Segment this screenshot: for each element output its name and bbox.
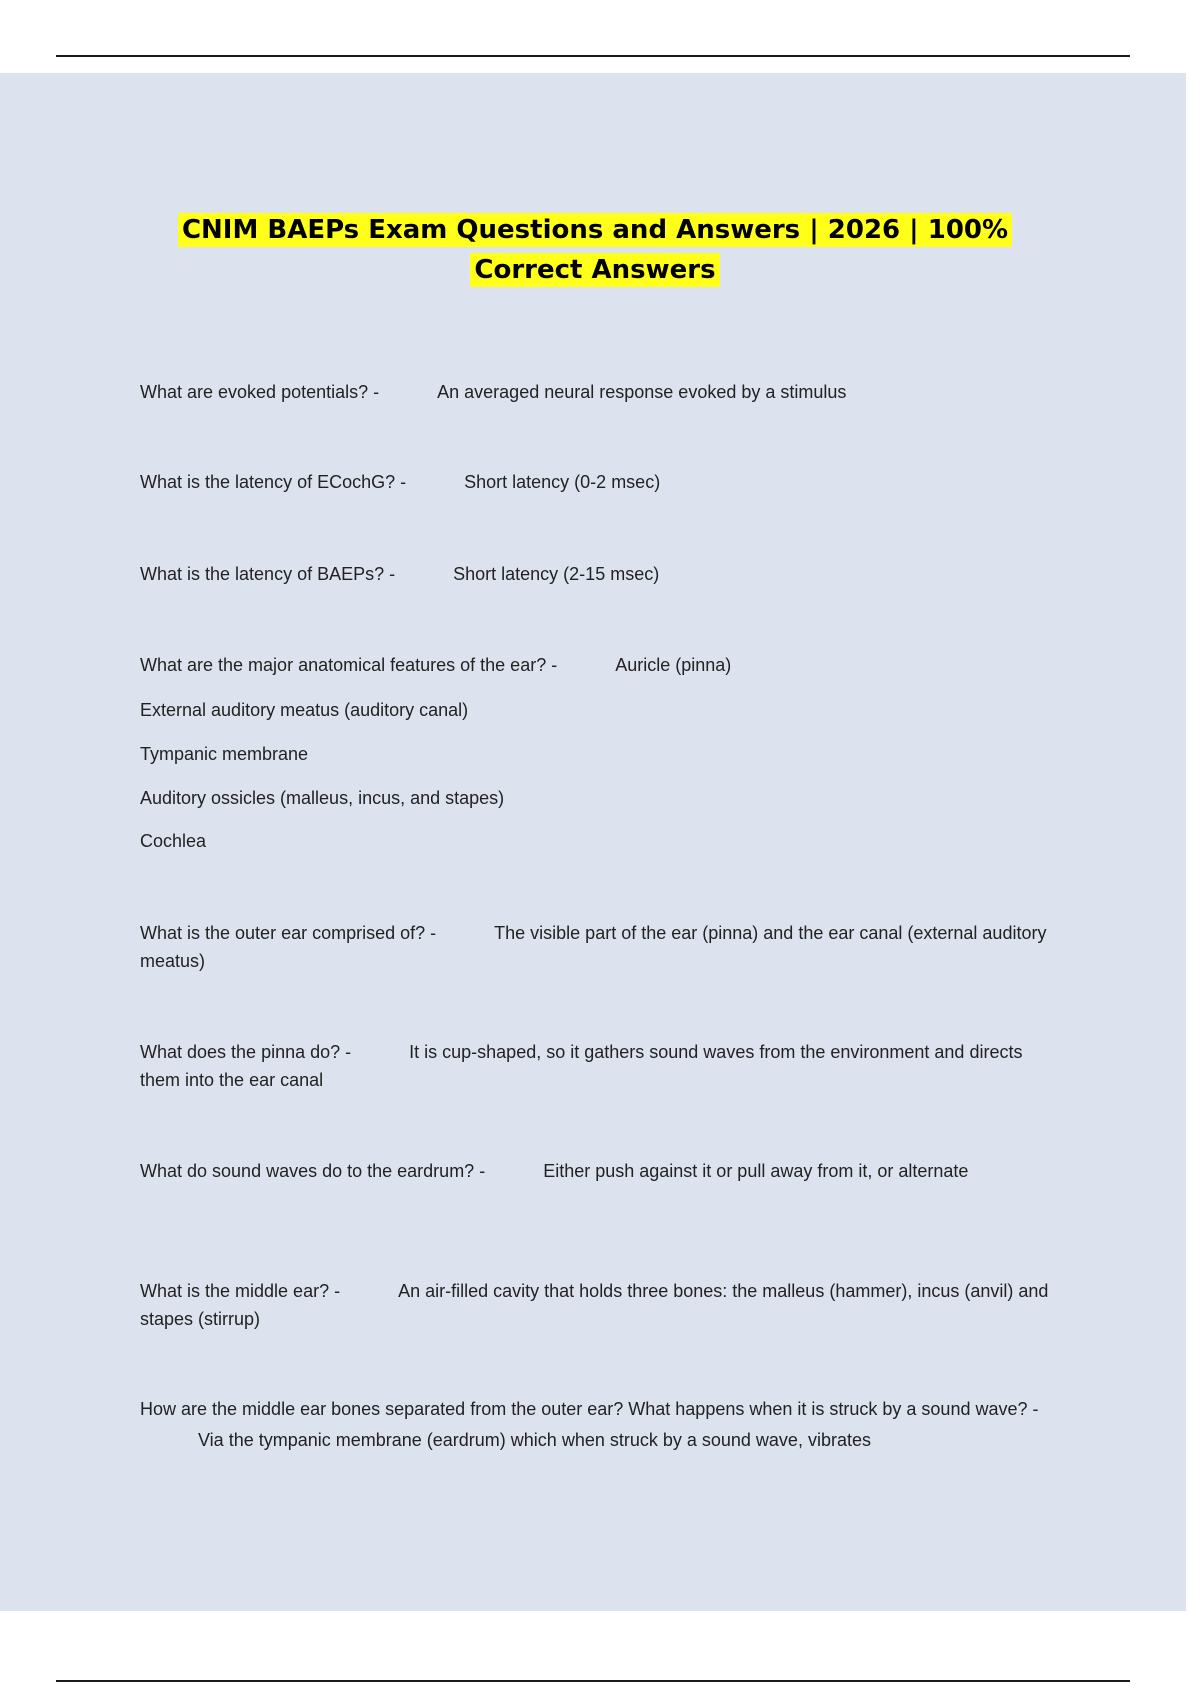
footer-rule — [56, 1680, 1130, 1682]
qa-item-3 — [140, 560, 1060, 588]
list-line: Cochlea — [140, 831, 207, 851]
question-text: What are the major anatomical features of the ear? - — [140, 655, 558, 675]
document-title-text: CNIM BAEPs Exam Questions and Answers | 2026 | 100% Correct Answers — [178, 213, 1012, 287]
question-text: What are evoked potentials? - — [140, 382, 380, 402]
qa-item-9 — [140, 1394, 1060, 1456]
qa-item-5 — [140, 919, 1060, 975]
question-text: What is the outer ear comprised of? - — [140, 923, 437, 943]
document-title — [160, 210, 1030, 290]
answer-text: Short latency (2-15 msec) — [453, 564, 660, 584]
question-text: What do sound waves do to the eardrum? - — [140, 1161, 486, 1181]
answer-text: Short latency (0-2 msec) — [464, 472, 661, 492]
list-line: External auditory meatus (auditory canal) — [140, 700, 469, 720]
qa-item-6 — [140, 1038, 1060, 1094]
question-text: What is the middle ear? - — [140, 1281, 341, 1301]
qa-item-4 — [140, 651, 1060, 679]
question-text: What does the pinna do? - — [140, 1042, 352, 1062]
answer-text: Auricle (pinna) — [615, 655, 732, 675]
answer-text: An averaged neural response evoked by a stimulus — [437, 382, 847, 402]
qa-item-7 — [140, 1157, 1060, 1185]
answer-text: Via the tympanic membrane (eardrum) which when struck by a sound wave, vibrates — [198, 1430, 871, 1450]
answer-text: It is cup-shaped, so it gathers sound waves from the environment and directs them into the ear canal — [140, 1042, 1023, 1090]
qa-item-2 — [140, 468, 1060, 496]
qa-item-8 — [140, 1277, 1060, 1333]
qa-item-1 — [140, 378, 1060, 406]
header-rule — [56, 55, 1130, 57]
answer-text: An air-filled cavity that holds three bones: the malleus (hammer), incus (anvil) and stapes (stirrup) — [140, 1281, 1049, 1329]
list-line: Auditory ossicles (malleus, incus, and stapes) — [140, 788, 505, 808]
list-line: Tympanic membrane — [140, 744, 309, 764]
question-text: What is the latency of BAEPs? - — [140, 564, 396, 584]
answer-text: Either push against it or pull away from it, or alternate — [543, 1161, 969, 1181]
question-text: How are the middle ear bones separated from the outer ear? What happens when it is struck by a sound wave? - — [140, 1399, 1039, 1419]
question-text: What is the latency of ECochG? - — [140, 472, 407, 492]
answer-text: The visible part of the ear (pinna) and the ear canal (external auditory meatus) — [140, 923, 1047, 971]
